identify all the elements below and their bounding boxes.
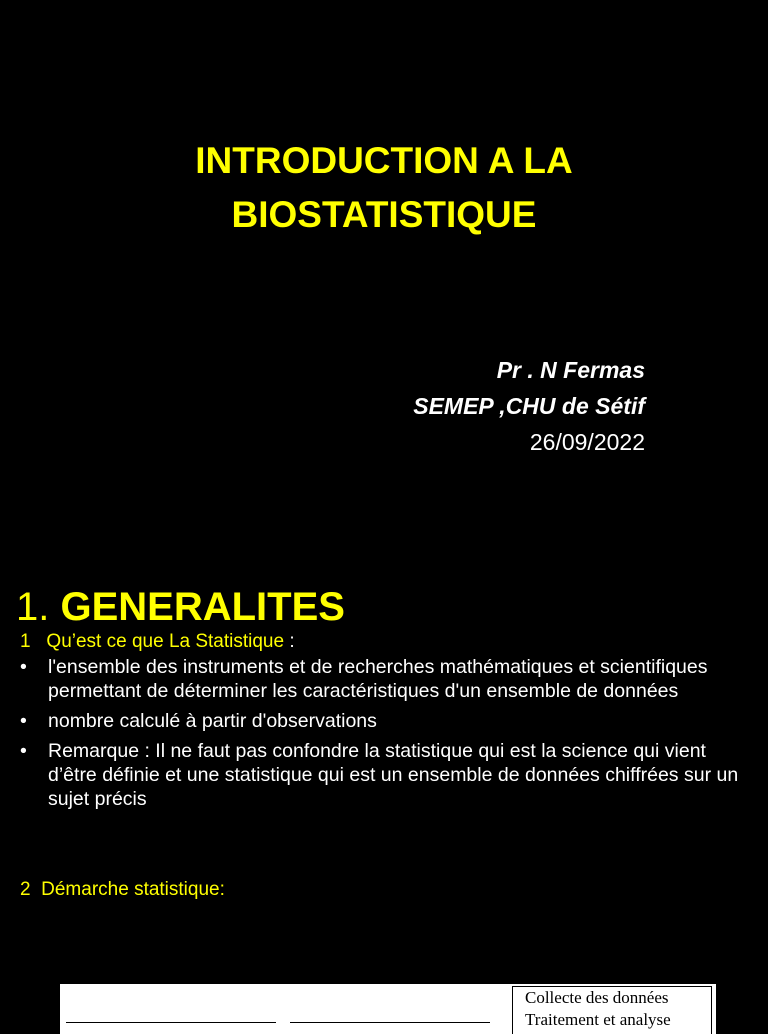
bullet-text: nombre calculé à partir d'observations — [48, 710, 377, 732]
subheading-1-text: Qu’est ce que La Statistique — [46, 631, 285, 652]
bullet-item — [20, 709, 750, 733]
title-line-2: BIOSTATISTIQUE — [231, 194, 537, 235]
bullet-text: l'ensemble des instruments et de recherches mathématiques et scientifiques permettant de déterminer les caractéristiques d'un ensemble de données — [48, 656, 708, 702]
subheading-1-number: 1 — [20, 631, 31, 652]
diagram-box-line-2: Traitement et analyse — [525, 1010, 671, 1029]
process-diagram — [60, 984, 716, 1034]
subheading-1-colon: : — [284, 631, 295, 652]
bullet-dot-icon: • — [20, 710, 27, 732]
bullet-dot-icon: • — [20, 656, 27, 678]
author-name: Pr . N Fermas — [496, 357, 645, 383]
author-block — [413, 352, 645, 460]
subheading-1 — [20, 630, 295, 654]
bullet-list — [20, 655, 750, 817]
diagram-line — [290, 1022, 490, 1023]
slide-title — [0, 134, 768, 242]
subheading-2-text: Démarche statistique: — [41, 879, 225, 900]
diagram-line — [66, 1022, 276, 1023]
diagram-box-line-1: Collecte des données — [525, 988, 669, 1007]
title-line-1: INTRODUCTION A LA — [195, 140, 573, 181]
content-slide — [0, 556, 768, 1029]
section-heading — [16, 582, 345, 632]
bullet-dot-icon: • — [20, 740, 27, 762]
subheading-2 — [20, 878, 225, 902]
section-title: GENERALITES — [60, 585, 345, 629]
author-affiliation: SEMEP ,CHU de Sétif — [413, 393, 645, 419]
bullet-item — [20, 655, 750, 703]
bullet-item — [20, 739, 750, 811]
diagram-box — [512, 986, 712, 1034]
section-number: 1. — [16, 585, 50, 629]
subheading-2-number: 2 — [20, 879, 31, 900]
bullet-text: Remarque : Il ne faut pas confondre la statistique qui est la science qui vient d’être définie et une statistique qui est un ensemble de données chiffrées sur un sujet précis — [48, 740, 739, 810]
presentation-date: 26/09/2022 — [529, 429, 645, 455]
